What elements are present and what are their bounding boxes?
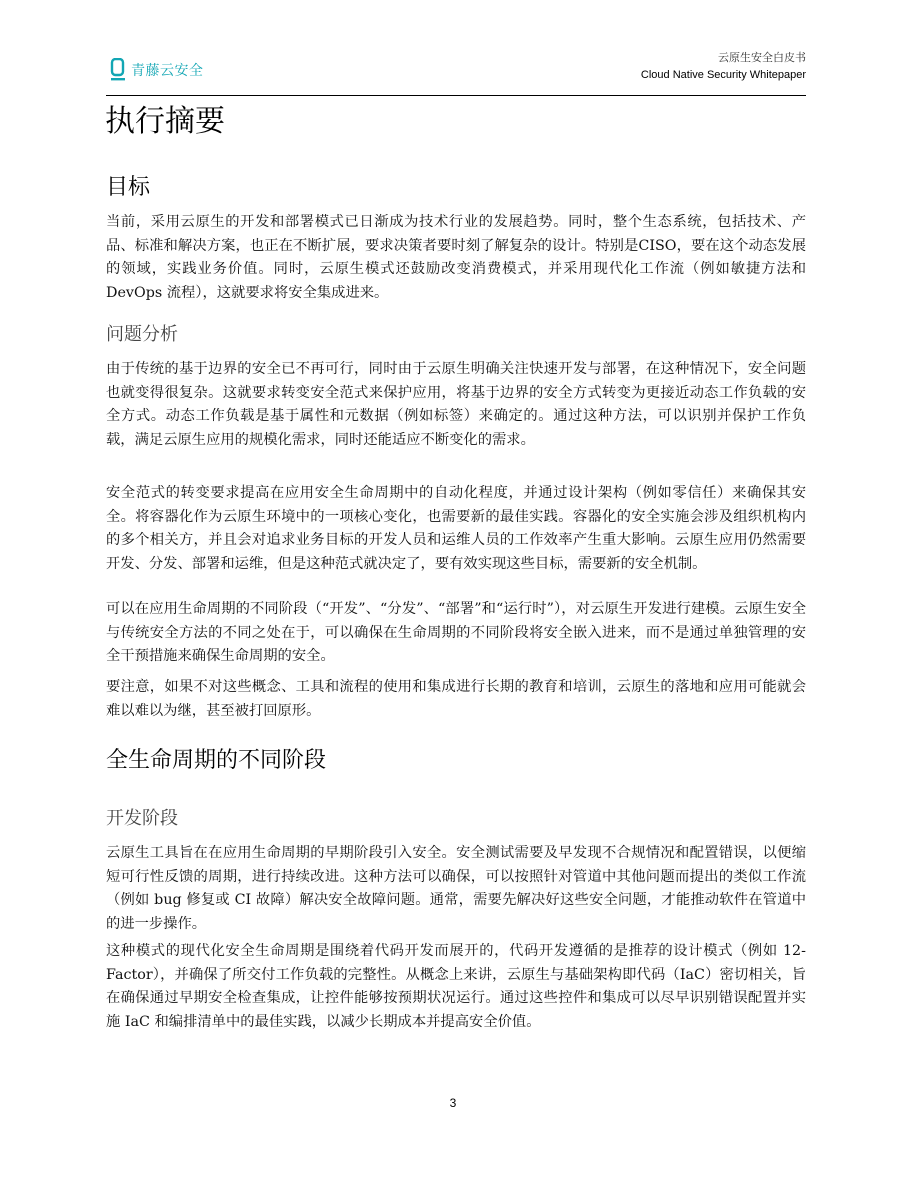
paragraph-analysis-2: 安全范式的转变要求提高在应用安全生命周期中的自动化程度，并通过设计架构（例如零信任）来确保其安全。将容器化作为云原生环境中的一项核心变化，也需要新的最佳实践。容器化的安全实施会涉及组织机构内的多个相关方，并且会对追求业务目标的开发人员和运维人员的工作效率产生重大影响。云原生应用仍然需要开发、分发、部署和运维，但是这种范式就决定了，要有效实现这些目标，需要新的安全机制。 xyxy=(106,485,806,572)
section-heading-goal: 目标 xyxy=(106,175,151,200)
doc-title-cn: 云原生安全白皮书 xyxy=(718,51,806,64)
doc-title-en: Cloud Native Security Whitepaper xyxy=(640,69,806,81)
paragraph-dev-2: 这种模式的现代化安全生命周期是围绕着代码开发而展开的，代码开发遵循的是推荐的设计模式（例如 12-Factor），并确保了所交付工作负载的完整性。从概念上来讲，云原生与基础架构即代码（IaC）密切相关，旨在确保通过早期安全检查集成，让控件能够按预期状况运行。通过这些控件和集成可以尽早识别错误配置并实施 IaC 和编排清单中的最佳实践，以减少长期成本并提高安全价值。 xyxy=(106,943,806,1030)
page-header xyxy=(106,44,806,96)
paragraph-goal-1: 当前，采用云原生的开发和部署模式已日渐成为技术行业的发展趋势。同时，整个生态系统，包括技术、产品、标准和解决方案，也正在不断扩展，要求决策者要时刻了解复杂的设计。特别是CISO，要在这个动态发展的领域，实践业务价值。同时，云原生模式还鼓励改变消费模式，并采用现代化工作流（例如敏捷方法和 DevOps 流程），这就要求将安全集成进来。 xyxy=(106,214,806,301)
brand-name: 青藤云安全 xyxy=(131,63,204,79)
page-number: 3 xyxy=(449,1096,457,1110)
section-heading-analysis: 问题分析 xyxy=(106,324,178,345)
paragraph-analysis-1: 由于传统的基于边界的安全已不再可行，同时由于云原生明确关注快速开发与部署，在这种情况下，安全问题也就变得很复杂。这就要求转变安全范式来保护应用，将基于边界的安全方式转变为更接近动态工作负载的安全方式。动态工作负载是基于属性和元数据（例如标签）来确定的。通过这种方法，可以识别并保护工作负载，满足云原生应用的规模化需求，同时还能适应不断变化的需求。 xyxy=(106,361,806,448)
section-heading-lifecycle: 全生命周期的不同阶段 xyxy=(106,748,327,773)
header-doc-title xyxy=(641,50,806,84)
paragraph-dev-1: 云原生工具旨在在应用生命周期的早期阶段引入安全。安全测试需要及早发现不合规情况和配置错误，以便缩短可行性反馈的周期，进行持续改进。这种方法可以确保，可以按照针对管道中其他问题而提出的类似工作流（例如 bug 修复或 CI 故障）解决安全故障问题。通常，需要先解决好这些安全问题，才能推动软件在管道中的进一步操作。 xyxy=(106,845,806,932)
paragraph-analysis-4: 要注意，如果不对这些概念、工具和流程的使用和集成进行长期的教育和培训，云原生的落地和应用可能就会难以难以为继，甚至被打回原形。 xyxy=(106,679,806,719)
brand-logo-icon xyxy=(110,58,126,82)
page-title: 执行摘要 xyxy=(105,104,225,139)
brand-logo xyxy=(110,58,204,82)
paragraph-analysis-3: 可以在应用生命周期的不同阶段（“开发”、“分发”、“部署”和“运行时”），对云原生开发进行建模。云原生安全与传统安全方法的不同之处在于，可以确保在生命周期的不同阶段将安全嵌入进来，而不是通过单独管理的安全干预措施来确保生命周期的安全。 xyxy=(106,601,806,664)
header-divider xyxy=(106,95,806,96)
section-heading-dev: 开发阶段 xyxy=(106,808,178,829)
